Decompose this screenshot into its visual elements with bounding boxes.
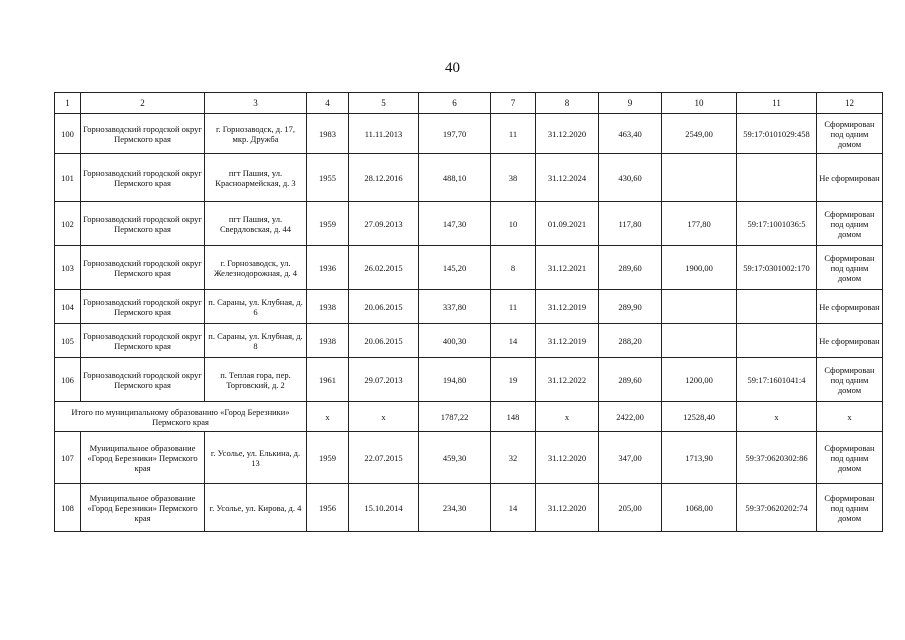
table-cell: 105 <box>55 324 81 358</box>
table-cell: 31.12.2024 <box>536 154 599 202</box>
table-cell: 20.06.2015 <box>349 324 419 358</box>
table-cell: Сформирован под одним домом <box>817 114 883 154</box>
table-cell: 20.06.2015 <box>349 290 419 324</box>
table-cell: Горнозаводский городской округ Пермского края <box>81 154 205 202</box>
table-cell: 28.12.2016 <box>349 154 419 202</box>
header-row <box>55 93 883 114</box>
table-cell: 108 <box>55 484 81 532</box>
column-number-cell: 2 <box>81 93 205 114</box>
table-cell <box>662 290 737 324</box>
table-cell: 27.09.2013 <box>349 202 419 246</box>
total-cell: 12528,40 <box>662 402 737 432</box>
table-cell: 145,20 <box>419 246 491 290</box>
table-cell: 1956 <box>307 484 349 532</box>
table-cell: 29.07.2013 <box>349 358 419 402</box>
table-cell: 104 <box>55 290 81 324</box>
table-cell: Сформирован под одним домом <box>817 358 883 402</box>
table-cell: 197,70 <box>419 114 491 154</box>
table-cell: 1200,00 <box>662 358 737 402</box>
table-cell: 1955 <box>307 154 349 202</box>
table-row <box>55 202 883 246</box>
table-cell: г. Горнозаводск, ул. Железнодорожная, д. 4 <box>205 246 307 290</box>
table-cell: пгт Пашия, ул. Свердловская, д. 44 <box>205 202 307 246</box>
table-cell: 1936 <box>307 246 349 290</box>
total-cell: х <box>349 402 419 432</box>
table-cell: 177,80 <box>662 202 737 246</box>
table-cell: Горнозаводский городской округ Пермского края <box>81 202 205 246</box>
table-cell: Муниципальное образование «Город Березники» Пермского края <box>81 484 205 532</box>
table-cell: 11.11.2013 <box>349 114 419 154</box>
table-cell: 59:37:0620302:86 <box>737 432 817 484</box>
table-cell: 15.10.2014 <box>349 484 419 532</box>
table-cell: 14 <box>491 484 536 532</box>
table-cell: 11 <box>491 114 536 154</box>
table-cell: 106 <box>55 358 81 402</box>
table-cell: 289,90 <box>599 290 662 324</box>
table-cell: пгт Пашия, ул. Красноармейская, д. 3 <box>205 154 307 202</box>
table-cell: 59:17:1601041:4 <box>737 358 817 402</box>
table-cell: 337,80 <box>419 290 491 324</box>
table-cell: 102 <box>55 202 81 246</box>
table-cell: 289,60 <box>599 246 662 290</box>
table-cell: 31.12.2019 <box>536 324 599 358</box>
table-cell: 1959 <box>307 432 349 484</box>
table-cell: п. Теплая гора, пер. Торговский, д. 2 <box>205 358 307 402</box>
table-cell: 459,30 <box>419 432 491 484</box>
table-cell: Сформирован под одним домом <box>817 484 883 532</box>
total-cell: х <box>737 402 817 432</box>
table-cell: 288,20 <box>599 324 662 358</box>
table-cell: 11 <box>491 290 536 324</box>
total-row <box>55 402 883 432</box>
table-cell: 31.12.2020 <box>536 432 599 484</box>
table-cell: Сформирован под одним домом <box>817 202 883 246</box>
column-number-cell: 4 <box>307 93 349 114</box>
table-cell: 1713,90 <box>662 432 737 484</box>
table-cell: 430,60 <box>599 154 662 202</box>
table-cell: г. Усолье, ул. Кирова, д. 4 <box>205 484 307 532</box>
table-cell: 59:17:0101029:458 <box>737 114 817 154</box>
table-cell: 26.02.2015 <box>349 246 419 290</box>
table-cell: 101 <box>55 154 81 202</box>
table-cell: 38 <box>491 154 536 202</box>
table-cell <box>662 154 737 202</box>
column-number-cell: 5 <box>349 93 419 114</box>
table-cell: 1959 <box>307 202 349 246</box>
table-cell: 31.12.2022 <box>536 358 599 402</box>
table-cell: 107 <box>55 432 81 484</box>
table-cell <box>737 324 817 358</box>
table-cell: Не сформирован <box>817 324 883 358</box>
column-number-cell: 10 <box>662 93 737 114</box>
table-row <box>55 432 883 484</box>
total-cell: х <box>536 402 599 432</box>
column-number-cell: 6 <box>419 93 491 114</box>
table-row <box>55 290 883 324</box>
table-cell: п. Сараны, ул. Клубная, д. 8 <box>205 324 307 358</box>
page-number: 40 <box>445 60 460 76</box>
table-cell: Сформирован под одним домом <box>817 246 883 290</box>
table-cell: 1068,00 <box>662 484 737 532</box>
table-cell: 59:37:0620202:74 <box>737 484 817 532</box>
table-cell <box>737 154 817 202</box>
table-cell: 205,00 <box>599 484 662 532</box>
total-cell: 1787,22 <box>419 402 491 432</box>
column-number-cell: 8 <box>536 93 599 114</box>
table-cell: Не сформирован <box>817 290 883 324</box>
table-cell: п. Сараны, ул. Клубная, д. 6 <box>205 290 307 324</box>
table-cell: 22.07.2015 <box>349 432 419 484</box>
table-cell: 463,40 <box>599 114 662 154</box>
column-number-cell: 7 <box>491 93 536 114</box>
table-row <box>55 484 883 532</box>
table-cell <box>737 290 817 324</box>
table-cell: Муниципальное образование «Город Березники» Пермского края <box>81 432 205 484</box>
table-cell: 14 <box>491 324 536 358</box>
table-cell: 347,00 <box>599 432 662 484</box>
total-cell: 2422,00 <box>599 402 662 432</box>
table-row <box>55 114 883 154</box>
column-number-cell: 1 <box>55 93 81 114</box>
table-cell: 194,80 <box>419 358 491 402</box>
column-number-cell: 12 <box>817 93 883 114</box>
table-cell: 488,10 <box>419 154 491 202</box>
column-number-cell: 3 <box>205 93 307 114</box>
table-cell: 31.12.2020 <box>536 484 599 532</box>
total-cell: х <box>817 402 883 432</box>
table-cell <box>662 324 737 358</box>
table-cell: г. Усолье, ул. Елькина, д. 13 <box>205 432 307 484</box>
total-cell: 148 <box>491 402 536 432</box>
table-body <box>55 93 883 532</box>
table-cell: 10 <box>491 202 536 246</box>
table-cell: Горнозаводский городской округ Пермского края <box>81 114 205 154</box>
table-cell: 8 <box>491 246 536 290</box>
table-row <box>55 324 883 358</box>
table-row <box>55 154 883 202</box>
table-cell: Горнозаводский городской округ Пермского края <box>81 246 205 290</box>
table-cell: 147,30 <box>419 202 491 246</box>
column-number-cell: 9 <box>599 93 662 114</box>
table-cell: 1938 <box>307 324 349 358</box>
table-cell: Сформирован под одним домом <box>817 432 883 484</box>
table-cell: 59:17:0301002:170 <box>737 246 817 290</box>
table-cell: Горнозаводский городской округ Пермского края <box>81 324 205 358</box>
table-cell: 01.09.2021 <box>536 202 599 246</box>
register-table <box>54 92 883 532</box>
total-cell: х <box>307 402 349 432</box>
table-cell: 103 <box>55 246 81 290</box>
table-cell: 32 <box>491 432 536 484</box>
table-cell: г. Горнозаводск, д. 17, мкр. Дружба <box>205 114 307 154</box>
table-row <box>55 358 883 402</box>
table-cell: 1961 <box>307 358 349 402</box>
table-cell: 31.12.2020 <box>536 114 599 154</box>
table-cell: 2549,00 <box>662 114 737 154</box>
table-cell: 31.12.2021 <box>536 246 599 290</box>
total-label: Итого по муниципальному образованию «Город Березники» Пермского края <box>55 402 307 432</box>
table-cell: 59:17:1001036:5 <box>737 202 817 246</box>
table-cell: 100 <box>55 114 81 154</box>
table-cell: Горнозаводский городской округ Пермского края <box>81 290 205 324</box>
table-cell: 289,60 <box>599 358 662 402</box>
column-number-cell: 11 <box>737 93 817 114</box>
table-cell: 117,80 <box>599 202 662 246</box>
table-cell: 1983 <box>307 114 349 154</box>
table-cell: 1938 <box>307 290 349 324</box>
table-row <box>55 246 883 290</box>
table-cell: 234,30 <box>419 484 491 532</box>
table-cell: 19 <box>491 358 536 402</box>
table-cell: Не сформирован <box>817 154 883 202</box>
table-cell: 31.12.2019 <box>536 290 599 324</box>
table-cell: Горнозаводский городской округ Пермского края <box>81 358 205 402</box>
table-cell: 400,30 <box>419 324 491 358</box>
table-cell: 1900,00 <box>662 246 737 290</box>
